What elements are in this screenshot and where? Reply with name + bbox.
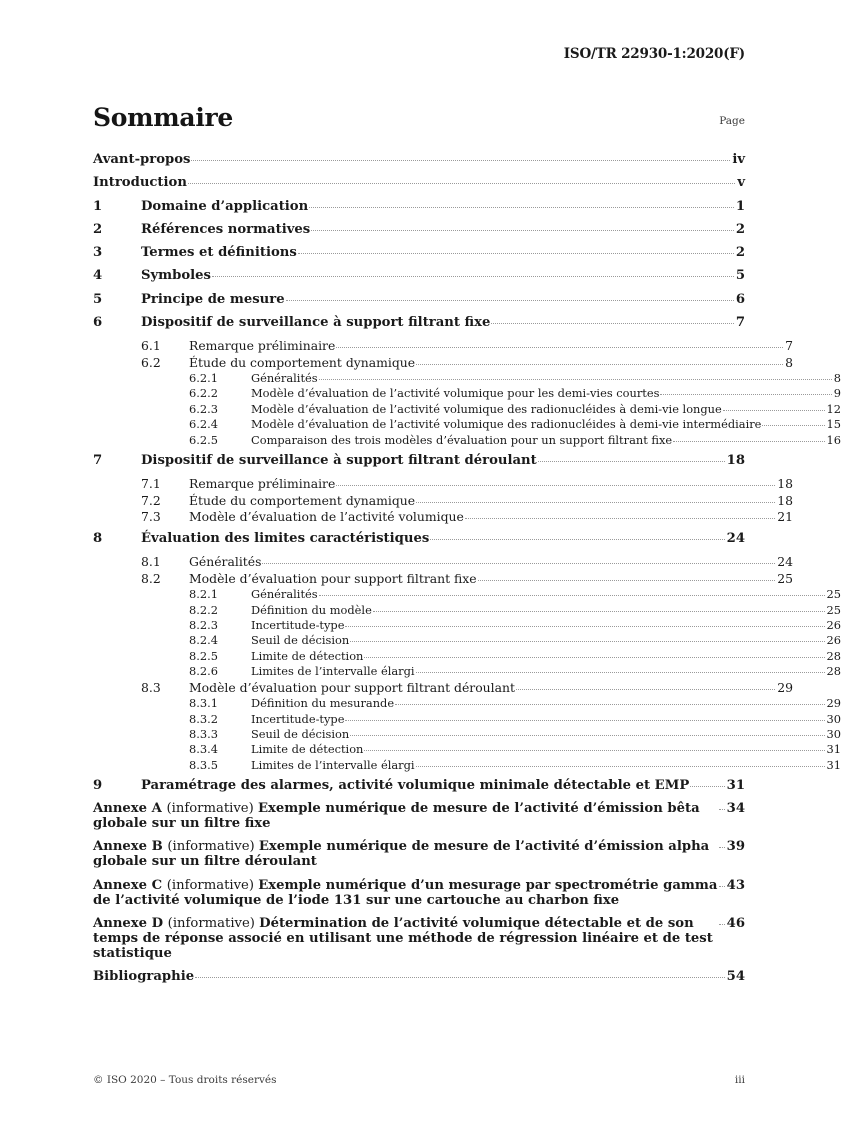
footer-copyright: © ISO 2020 – Tous droits réservés	[93, 1074, 277, 1086]
toc-leader-line	[93, 152, 745, 167]
toc-entry-body	[141, 292, 745, 307]
table-of-contents	[93, 152, 841, 992]
toc-entry-8-3[interactable]	[93, 680, 793, 695]
toc-entry-page-number: 2	[735, 245, 745, 261]
toc-entry-6-2[interactable]	[93, 355, 793, 370]
toc-entry-4[interactable]	[93, 268, 745, 283]
toc-entry-6-2-1[interactable]	[93, 371, 841, 385]
toc-annex-body	[93, 878, 745, 908]
toc-leader-line	[251, 664, 841, 678]
toc-entry-page-number: 15	[826, 417, 841, 432]
toc-entry-page-number: 9	[833, 386, 841, 401]
toc-leader-line	[251, 649, 841, 663]
toc-entry-3[interactable]	[93, 245, 745, 260]
toc-leader-line	[93, 969, 745, 984]
toc-leader-line	[251, 696, 841, 710]
toc-leader-dots	[373, 602, 825, 611]
toc-annex-body	[93, 916, 745, 961]
toc-entry-8-2-6[interactable]	[93, 664, 841, 678]
toc-leader-dots	[516, 680, 775, 690]
toc-leader-dots	[416, 355, 783, 365]
toc-entry-introduction[interactable]	[93, 175, 745, 190]
toc-entry-number: 2	[93, 221, 103, 237]
toc-entry-body	[141, 199, 745, 214]
toc-entry-7-2[interactable]	[93, 493, 793, 508]
toc-leader-line	[251, 402, 841, 416]
toc-annex-label	[93, 801, 718, 831]
toc-annex-b[interactable]	[93, 839, 745, 869]
toc-entry-label: Généralités	[251, 371, 318, 386]
toc-leader-dots	[298, 244, 734, 255]
toc-leader-dots	[478, 571, 776, 581]
toc-leader-dots	[673, 432, 824, 441]
toc-leader-dots	[719, 876, 725, 887]
toc-leader-line	[189, 338, 793, 353]
toc-entry-8-2-3[interactable]	[93, 618, 841, 632]
toc-leader-line	[93, 878, 745, 908]
toc-entry-label: Bibliographie	[93, 969, 195, 985]
toc-entry-number: 6.2.2	[189, 386, 218, 401]
toc-entry-body	[251, 696, 841, 710]
toc-entry-label: Modèle d’évaluation pour support filtrant déroulant	[189, 679, 515, 695]
toc-leader-line	[189, 476, 793, 491]
toc-entry-page-number: 29	[826, 696, 841, 711]
toc-leader-dots	[416, 493, 775, 503]
toc-leader-line	[141, 222, 745, 237]
toc-entry-body	[251, 649, 841, 663]
toc-entry-6-2-3[interactable]	[93, 402, 841, 416]
toc-entry-label: Références normatives	[141, 221, 311, 237]
toc-entry-body	[189, 554, 793, 569]
toc-entry-number: 9	[93, 778, 103, 794]
toc-annex-a[interactable]	[93, 801, 745, 831]
toc-leader-dots	[660, 386, 831, 395]
toc-entry-page-number: 26	[826, 617, 841, 632]
toc-annex-page-number: 43	[726, 877, 745, 893]
toc-annex-body	[93, 839, 745, 869]
toc-entry-page-number: 8	[785, 354, 793, 370]
toc-leader-line	[189, 493, 793, 508]
toc-entry-label: Modèle d’évaluation pour support filtrant fixe	[189, 570, 477, 586]
toc-entry-number: 8.2.2	[189, 602, 218, 617]
toc-entry-label: Paramétrage des alarmes, activité volumique minimale détectable et EMP	[141, 778, 690, 794]
toc-annex-body	[93, 801, 745, 831]
toc-annex-d[interactable]	[93, 916, 745, 961]
toc-entry-8-3-3[interactable]	[93, 727, 841, 741]
toc-leader-line	[251, 433, 841, 447]
toc-entry-page-number: 7	[735, 314, 745, 330]
toc-entry-page-number: 21	[777, 509, 793, 525]
toc-entry-label: Principe de mesure	[141, 291, 285, 307]
toc-entry-label: Dispositif de surveillance à support filtrant déroulant	[141, 453, 537, 469]
toc-entry-page-number: 30	[826, 711, 841, 726]
toc-entry-page-number: 54	[726, 969, 745, 985]
toc-leader-line	[189, 355, 793, 370]
toc-leader-dots	[336, 338, 783, 348]
toc-leader-line	[141, 245, 745, 260]
toc-leader-line	[251, 742, 841, 756]
toc-entry-number: 6.2.4	[189, 417, 218, 432]
toc-leader-dots	[191, 151, 730, 162]
toc-entry-number: 3	[93, 245, 103, 261]
toc-entry-label: Étude du comportement dynamique	[189, 354, 416, 370]
toc-entry-page-number: 30	[826, 726, 841, 741]
toc-entry-label: Limites de l’intervalle élargi	[251, 757, 415, 772]
toc-leader-dots	[364, 649, 824, 658]
toc-entry-page-number: 28	[826, 648, 841, 663]
toc-leader-line	[189, 680, 793, 695]
toc-entry-body	[251, 758, 841, 772]
toc-entry-label: Modèle d’évaluation de l’activité volumique pour les demi-vies courtes	[251, 386, 660, 401]
toc-entry-bibliographie[interactable]	[93, 969, 745, 984]
toc-entry-body	[189, 355, 793, 370]
toc-entry-7-3[interactable]	[93, 509, 793, 524]
toc-entry-page-number: 24	[777, 554, 793, 569]
toc-leader-line	[189, 571, 793, 586]
toc-leader-dots	[319, 371, 832, 380]
toc-entry-body	[189, 680, 793, 695]
toc-entry-number: 6.1	[141, 337, 161, 353]
toc-leader-line	[251, 417, 841, 431]
toc-annex-informative-tag: (informative)	[167, 915, 260, 931]
toc-entry-label: Domaine d’application	[141, 198, 309, 214]
toc-leader-dots	[465, 510, 775, 520]
toc-entry-label: Généralités	[189, 554, 262, 569]
toc-entry-number: 1	[93, 198, 103, 214]
toc-entry-number: 8.3	[141, 679, 161, 695]
toc-leader-line	[251, 386, 841, 400]
toc-entry-body	[251, 712, 841, 726]
toc-annex-title: Exemple numérique de mesure de l’activité d’émission bêta globale sur un filtre fixe	[93, 801, 700, 832]
toc-entry-body	[251, 433, 841, 447]
toc-entry-page-number: 12	[826, 401, 841, 416]
toc-leader-dots	[336, 476, 775, 486]
toc-entry-label: Définition du modèle	[251, 602, 372, 617]
toc-entry-8-3-5[interactable]	[93, 758, 841, 772]
toc-entry-1[interactable]	[93, 199, 745, 214]
toc-title-row	[93, 103, 745, 132]
toc-entry-8-2-2[interactable]	[93, 603, 841, 617]
toc-entry-number: 6.2.3	[189, 401, 218, 416]
toc-entry-body	[251, 664, 841, 678]
toc-entry-label: Généralités	[251, 587, 318, 602]
toc-entry-number: 8.1	[141, 554, 161, 569]
toc-entry-page-number: 2	[735, 221, 745, 237]
toc-annex-label	[93, 878, 718, 908]
toc-annex-prefix: Annexe B	[93, 839, 168, 855]
toc-entry-body	[251, 727, 841, 741]
toc-leader-line	[251, 633, 841, 647]
toc-leader-dots	[538, 452, 725, 463]
toc-entry-page-number: 29	[777, 679, 793, 695]
toc-leader-line	[189, 554, 793, 569]
toc-entry-number: 6.2	[141, 354, 161, 370]
toc-entry-page-number: 16	[826, 432, 841, 447]
toc-leader-line	[251, 758, 841, 772]
toc-entry-number: 8.2.6	[189, 664, 218, 679]
toc-entry-body	[251, 402, 841, 416]
toc-entry-number: 7.1	[141, 476, 161, 492]
toc-entry-body	[93, 152, 745, 167]
toc-entry-label: Limites de l’intervalle élargi	[251, 664, 415, 679]
toc-leader-line	[93, 916, 745, 961]
toc-leader-dots	[723, 402, 825, 411]
toc-annex-title: Détermination de l’activité volumique détectable et de son temps de réponse associé en utilisant une méthode de régression linéaire et de test statistique	[93, 915, 713, 961]
toc-leader-dots	[345, 711, 824, 720]
toc-leader-dots	[195, 968, 725, 979]
toc-entry-body	[251, 417, 841, 431]
toc-entry-body	[141, 531, 745, 546]
toc-leader-dots	[416, 757, 825, 766]
toc-leader-line	[141, 292, 745, 307]
toc-annex-title: Exemple numérique d’un mesurage par spectrométrie gamma de l’activité volumique de l’iode 131 sur une cartouche au charbon fixe	[93, 877, 718, 908]
toc-leader-line	[93, 839, 745, 869]
toc-entry-number: 8.3.2	[189, 711, 218, 726]
toc-entry-page-number: 26	[826, 633, 841, 648]
toc-entry-number: 8.2.3	[189, 617, 218, 632]
toc-leader-line	[93, 801, 745, 831]
toc-entry-number: 8.2.4	[189, 633, 218, 648]
toc-entry-label: Évaluation des limites caractéristiques	[141, 530, 430, 546]
toc-entry-8-1[interactable]	[93, 554, 793, 569]
toc-leader-line	[251, 712, 841, 726]
toc-entry-7-1[interactable]	[93, 476, 793, 491]
document-reference-header: ISO/TR 22930-1:2020(F)	[563, 46, 745, 62]
toc-entry-label: Dispositif de surveillance à support filtrant fixe	[141, 314, 491, 330]
toc-entry-label: Avant-propos	[93, 152, 191, 167]
toc-entry-page-number: 25	[777, 570, 793, 586]
toc-entry-8-2-1[interactable]	[93, 587, 841, 601]
toc-annex-label	[93, 839, 718, 869]
toc-annex-page-number: 39	[726, 839, 745, 855]
toc-entry-number: 7.2	[141, 492, 161, 508]
toc-entry-body	[141, 268, 745, 283]
toc-entry-6-2-4[interactable]	[93, 417, 841, 431]
toc-entry-label: Introduction	[93, 175, 187, 191]
toc-entry-page-number: 18	[726, 453, 745, 469]
toc-entry-body	[141, 453, 745, 468]
toc-entry-9[interactable]	[93, 778, 745, 793]
toc-entry-body	[93, 969, 745, 984]
toc-leader-line	[251, 727, 841, 741]
toc-entry-page-number: 5	[735, 268, 745, 284]
toc-entry-label: Limite de détection	[251, 648, 364, 663]
toc-entry-label: Définition du mesurande	[251, 696, 395, 711]
toc-leader-line	[189, 509, 793, 524]
toc-entry-page-number: 8	[833, 371, 841, 386]
toc-entry-8-2-5[interactable]	[93, 649, 841, 663]
toc-entry-page-number: 25	[826, 587, 841, 602]
toc-entry-body	[141, 315, 745, 330]
toc-entry-number: 4	[93, 268, 103, 284]
toc-entry-body	[251, 587, 841, 601]
toc-leader-dots	[309, 197, 734, 208]
toc-entry-number: 8	[93, 530, 103, 546]
toc-entry-page-number: 31	[826, 757, 841, 772]
toc-entry-page-number: iv	[732, 152, 745, 167]
toc-leader-dots	[188, 174, 735, 185]
page-footer	[93, 1074, 745, 1086]
toc-entry-page-number: 25	[826, 602, 841, 617]
toc-entry-number: 7.3	[141, 509, 161, 525]
toc-entry-number: 8.2	[141, 570, 161, 586]
toc-leader-dots	[345, 618, 824, 627]
toc-entry-body	[189, 338, 793, 353]
toc-entry-number: 6.2.5	[189, 432, 218, 447]
toc-entry-body	[251, 742, 841, 756]
toc-leader-line	[141, 199, 745, 214]
toc-entry-label: Remarque préliminaire	[189, 337, 336, 353]
toc-leader-dots	[286, 290, 734, 301]
toc-annex-prefix: Annexe D	[93, 915, 168, 931]
toc-entry-label: Incertitude-type	[251, 617, 345, 632]
toc-entry-number: 8.3.3	[189, 726, 218, 741]
toc-leader-dots	[719, 838, 725, 849]
toc-entry-6-1[interactable]	[93, 338, 793, 353]
toc-entry-8[interactable]	[93, 531, 745, 546]
toc-entry-label: Incertitude-type	[251, 711, 345, 726]
toc-entry-8-3-2[interactable]	[93, 712, 841, 726]
toc-entry-body	[251, 386, 841, 400]
toc-leader-line	[141, 268, 745, 283]
toc-annex-informative-tag: (informative)	[166, 801, 258, 817]
toc-entry-label: Modèle d’évaluation de l’activité volumique des radionucléides à demi-vie longue	[251, 401, 722, 416]
toc-leader-dots	[350, 727, 824, 736]
toc-annex-prefix: Annexe C	[93, 877, 167, 893]
toc-entry-6[interactable]	[93, 315, 745, 330]
page-column-header: Page	[719, 115, 745, 127]
toc-leader-dots	[690, 777, 724, 788]
toc-entry-body	[251, 618, 841, 632]
toc-entry-number: 6.2.1	[189, 371, 218, 386]
toc-entry-page-number: 6	[735, 291, 745, 307]
toc-entry-8-2[interactable]	[93, 571, 793, 586]
toc-annex-informative-tag: (informative)	[166, 877, 259, 893]
toc-entry-number: 8.3.1	[189, 696, 218, 711]
toc-leader-line	[141, 531, 745, 546]
toc-leader-line	[251, 371, 841, 385]
toc-entry-label: Modèle d’évaluation de l’activité volumique	[189, 509, 464, 525]
toc-entry-number: 5	[93, 291, 103, 307]
toc-annex-page-number: 34	[726, 801, 745, 817]
toc-entry-label: Termes et définitions	[141, 245, 297, 261]
toc-entry-body	[93, 175, 745, 190]
toc-entry-2[interactable]	[93, 222, 745, 237]
toc-leader-dots	[311, 220, 734, 231]
toc-entry-label: Limite de détection	[251, 742, 364, 757]
toc-entry-page-number: 7	[785, 337, 793, 353]
toc-entry-8-2-4[interactable]	[93, 633, 841, 647]
toc-leader-dots	[719, 914, 725, 925]
toc-leader-dots	[719, 800, 725, 811]
toc-entry-7[interactable]	[93, 453, 745, 468]
toc-entry-page-number: v	[737, 175, 745, 191]
toc-entry-page-number: 31	[726, 778, 745, 794]
toc-entry-body	[189, 493, 793, 508]
toc-entry-body	[141, 778, 745, 793]
toc-entry-body	[251, 633, 841, 647]
toc-entry-6-2-2[interactable]	[93, 386, 841, 400]
toc-leader-line	[251, 603, 841, 617]
toc-leader-dots	[319, 587, 825, 596]
toc-entry-label: Symboles	[141, 268, 211, 284]
toc-leader-dots	[364, 742, 824, 751]
toc-entry-6-2-5[interactable]	[93, 433, 841, 447]
toc-leader-dots	[262, 554, 775, 564]
toc-annex-label	[93, 916, 718, 961]
toc-entry-number: 7	[93, 453, 103, 469]
toc-entry-number: 6	[93, 314, 103, 330]
toc-leader-dots	[350, 633, 824, 642]
toc-entry-page-number: 28	[826, 664, 841, 679]
toc-entry-page-number: 24	[726, 530, 745, 546]
toc-annex-informative-tag: (informative)	[167, 839, 259, 855]
toc-leader-line	[251, 587, 841, 601]
toc-entry-label: Seuil de décision	[251, 726, 350, 741]
toc-entry-body	[141, 222, 745, 237]
toc-entry-avant-propos[interactable]	[93, 152, 745, 167]
toc-entry-number: 8.3.4	[189, 742, 218, 757]
page-title: Sommaire	[93, 103, 234, 132]
toc-annex-page-number: 46	[726, 915, 745, 931]
toc-leader-dots	[416, 664, 825, 673]
toc-entry-label: Seuil de décision	[251, 633, 350, 648]
toc-entry-number: 8.2.5	[189, 648, 218, 663]
toc-leader-dots	[762, 417, 824, 426]
toc-entry-8-3-1[interactable]	[93, 696, 841, 710]
toc-entry-body	[251, 371, 841, 385]
toc-entry-page-number: 18	[777, 476, 793, 492]
toc-entry-number: 8.2.1	[189, 587, 218, 602]
toc-leader-dots	[491, 313, 733, 324]
toc-entry-body	[251, 603, 841, 617]
toc-entry-label: Modèle d’évaluation de l’activité volumique des radionucléides à demi-vie intermédiaire	[251, 417, 762, 432]
toc-leader-dots	[212, 267, 734, 278]
toc-entry-body	[141, 245, 745, 260]
toc-entry-body	[189, 476, 793, 491]
toc-leader-line	[141, 778, 745, 793]
toc-entry-label: Remarque préliminaire	[189, 476, 336, 492]
toc-annex-c[interactable]	[93, 878, 745, 908]
toc-annex-prefix: Annexe A	[93, 801, 167, 817]
toc-leader-dots	[430, 529, 724, 540]
toc-annex-title: Exemple numérique de mesure de l’activité d’émission alpha globale sur un filtre déroulant	[93, 839, 710, 870]
toc-entry-page-number: 18	[777, 492, 793, 508]
toc-leader-line	[93, 175, 745, 190]
toc-entry-5[interactable]	[93, 292, 745, 307]
toc-leader-line	[141, 315, 745, 330]
toc-entry-body	[189, 509, 793, 524]
toc-entry-number: 8.3.5	[189, 757, 218, 772]
toc-entry-body	[189, 571, 793, 586]
toc-entry-label: Étude du comportement dynamique	[189, 492, 416, 508]
toc-entry-8-3-4[interactable]	[93, 742, 841, 756]
toc-entry-label: Comparaison des trois modèles d’évaluation pour un support filtrant fixe	[251, 432, 673, 447]
toc-leader-dots	[395, 696, 824, 705]
toc-leader-line	[141, 453, 745, 468]
footer-page-number: iii	[734, 1074, 745, 1086]
toc-leader-line	[251, 618, 841, 632]
toc-entry-page-number: 1	[735, 198, 745, 214]
toc-entry-page-number: 31	[826, 742, 841, 757]
